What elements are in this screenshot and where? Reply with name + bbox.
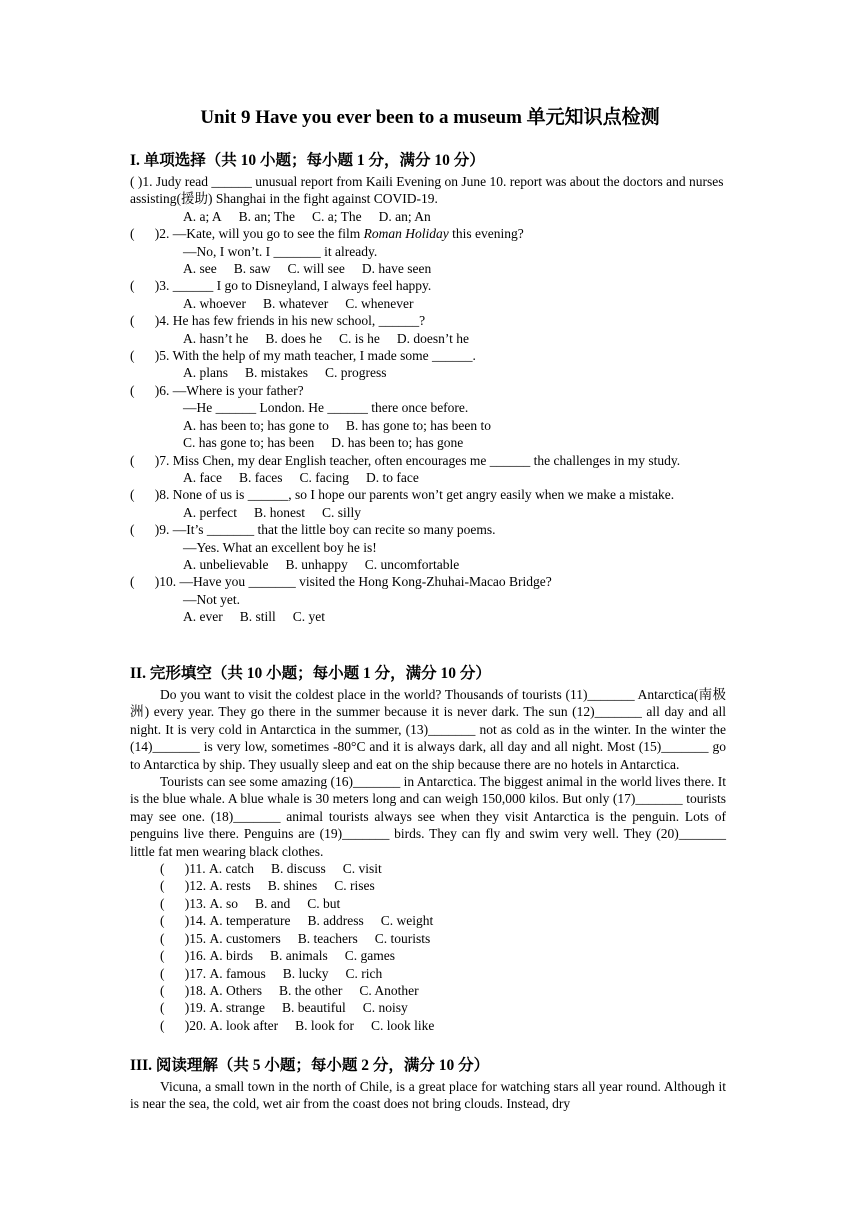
option: C. rich (345, 965, 383, 981)
question-2-stem-end: this evening? (448, 226, 524, 242)
question-6-options-row-2 (130, 434, 726, 451)
option: B. animals (270, 948, 328, 964)
item-number: ( )11. (160, 861, 206, 877)
option: D. to face (365, 469, 419, 485)
item-number: ( )17. (160, 965, 207, 981)
question-1-options (130, 208, 726, 225)
cloze-item (130, 860, 726, 877)
cloze-paragraph-1: Do you want to visit the coldest place in the world? Thousands of tourists (11)_______ Antarctica(南极洲) every year. They go there in the summer because it is never dark. The sun (12)_______ all day and all night. It is very cold in Antarctica in the summer, (13)_______ not as cold as in the winter. In the winter the (14)_______ is very low, sometimes -80°C and it is always dark, all day and all night. Most (15)_______ go to Antarctica by ship. They usually sleep and eat on the ship because there are no hotels in Antarctica. (130, 687, 726, 772)
question-7-options (130, 469, 726, 486)
option: A. plans (183, 365, 228, 381)
option: D. an; An (378, 208, 431, 224)
multiple-choice-questions (130, 173, 726, 626)
question-3-stem: ( )3. ______ I go to Disneyland, I always feel happy. (130, 278, 432, 294)
question-3-options (130, 295, 726, 312)
item-number: ( )16. (160, 948, 207, 964)
option: B. whatever (262, 295, 329, 311)
option: B. honest (253, 504, 305, 520)
option: A. a; A (183, 208, 222, 224)
option: A. customers (209, 930, 281, 946)
option: B. still (239, 609, 276, 625)
question-6-stem: ( )6. —Where is your father? (130, 382, 304, 398)
film-title: Roman Holiday (363, 226, 449, 242)
cloze-item (130, 912, 726, 929)
item-number: ( )20. (160, 1017, 207, 1033)
option: C. uncomfortable (364, 556, 460, 572)
option: C. silly (321, 504, 361, 520)
option: B. teachers (297, 930, 358, 946)
option: A. strange (209, 1000, 265, 1016)
question-9-options (130, 556, 726, 573)
option: C. look like (370, 1017, 435, 1033)
option: B. faces (238, 469, 283, 485)
reading-paragraph-1: Vicuna, a small town in the north of Chile, is a great place for watching stars all year round. Although it is near the sea, the cold, wet air from the coast does not bring clouds. Instead, dry (130, 1079, 726, 1112)
option: D. have seen (361, 261, 432, 277)
option: B. unhappy (285, 556, 348, 572)
option: C. tourists (374, 930, 431, 946)
item-number: ( )14. (160, 913, 207, 929)
option: B. shines (267, 878, 318, 894)
item-number: ( )15. (160, 930, 207, 946)
question-9-reply: —Yes. What an excellent boy he is! (183, 539, 377, 555)
question-9-stem: ( )9. —It’s _______ that the little boy can recite so many poems. (130, 522, 496, 538)
option: A. see (183, 261, 217, 277)
question-2-options (130, 260, 726, 277)
option: C. a; The (312, 208, 362, 224)
option: C. facing (299, 469, 349, 485)
option: B. discuss (270, 861, 326, 877)
option: C. visit (342, 861, 382, 877)
cloze-item (130, 947, 726, 964)
option: C. whenever (345, 295, 414, 311)
question-7-stem: ( )7. Miss Chen, my dear English teacher, often encourages me ______ the challenges in my study. (130, 452, 681, 468)
cloze-item (130, 1017, 726, 1034)
reading-passage (130, 1078, 726, 1113)
question-2-reply: —No, I won’t. I _______ it already. (183, 243, 378, 259)
option: C. Another (359, 982, 419, 998)
option: A. has been to; has gone to (183, 417, 329, 433)
question-10-options (130, 608, 726, 625)
cloze-item (130, 982, 726, 999)
question-4-stem: ( )4. He has few friends in his new school, ______? (130, 313, 426, 329)
question-8-options (130, 504, 726, 521)
option: A. birds (209, 948, 253, 964)
item-number: ( )18. (160, 982, 207, 998)
question-10-stem: ( )10. —Have you _______ visited the Hong Kong-Zhuhai-Macao Bridge? (130, 574, 552, 590)
option: B. the other (279, 982, 343, 998)
option: C. rises (334, 878, 375, 894)
cloze-item (130, 965, 726, 982)
option: C. noisy (362, 1000, 408, 1016)
option: B. look for (295, 1017, 354, 1033)
question-5-options (130, 364, 726, 381)
option: A. rests (209, 878, 251, 894)
option: A. temperature (209, 913, 291, 929)
question-8-stem: ( )8. None of us is ______, so I hope our parents won’t get angry easily when we make a mistake. (130, 487, 675, 503)
option: A. look after (209, 1017, 279, 1033)
item-number: ( )12. (160, 878, 207, 894)
option: B. address (307, 913, 364, 929)
cloze-item (130, 999, 726, 1016)
question-2-stem (130, 225, 726, 242)
option: C. but (307, 895, 341, 911)
option: B. saw (233, 261, 271, 277)
option: A. catch (209, 861, 254, 877)
option: A. unbelievable (183, 556, 269, 572)
option: D. has been to; has gone (331, 435, 464, 451)
option: B. does he (265, 330, 322, 346)
option: D. doesn’t he (396, 330, 470, 346)
option: B. mistakes (245, 365, 308, 381)
item-number: ( )13. (160, 895, 207, 911)
option: C. games (344, 948, 395, 964)
cloze-item (130, 877, 726, 894)
option: C. progress (325, 365, 387, 381)
option: A. Others (209, 982, 262, 998)
question-10-reply: —Not yet. (183, 591, 240, 607)
item-number: ( )19. (160, 1000, 207, 1016)
option: C. has gone to; has been (183, 435, 315, 451)
section-heading-reading: III. 阅读理解（共 5 小题；每小题 2 分，满分 10 分） (130, 1057, 490, 1074)
option: B. and (255, 895, 291, 911)
question-1-stem: ( )1. Judy read ______ unusual report from Kaili Evening on June 10. report was about the doctors and nurses assisting(援助) Shanghai in the fight against COVID-19. (130, 174, 724, 207)
question-6-options-row-1 (130, 417, 726, 434)
option: C. will see (287, 261, 345, 277)
option: A. whoever (183, 295, 246, 311)
option: A. so (209, 895, 239, 911)
option: C. yet (292, 609, 325, 625)
question-2-stem-text: ( )2. —Kate, will you go to see the film (130, 226, 364, 242)
section-heading-multiple-choice: I. 单项选择（共 10 小题；每小题 1 分，满分 10 分） (130, 152, 485, 169)
option: A. hasn’t he (183, 330, 249, 346)
option: B. an; The (238, 208, 295, 224)
option: C. is he (339, 330, 380, 346)
option: A. face (183, 469, 222, 485)
option: A. perfect (183, 504, 237, 520)
option: B. has gone to; has been to (345, 417, 491, 433)
option: B. lucky (282, 965, 329, 981)
cloze-item (130, 895, 726, 912)
option: A. famous (209, 965, 266, 981)
question-5-stem: ( )5. With the help of my math teacher, I made some ______. (130, 348, 476, 364)
cloze-paragraph-2: Tourists can see some amazing (16)_______ in Antarctica. The biggest animal in the world lives there. It is the blue whale. A blue whale is 30 meters long and can weigh 150,000 kilos. But only (17)_______ tourists may see one. (18)_______ animal tourists always see when they visit Antarctica is the penguin. Lots of penguins live there. Penguins are (19)_______ birds. They can fly and swim very well. They (20)_______ little fat men wearing black clothes. (130, 774, 726, 859)
cloze-passage (130, 686, 726, 1034)
option: C. weight (380, 913, 434, 929)
page-title: Unit 9 Have you ever been to a museum 单元知识点检测 (200, 107, 660, 128)
section-heading-cloze: II. 完形填空（共 10 小题；每小题 1 分，满分 10 分） (130, 665, 491, 682)
question-6-reply: —He ______ London. He ______ there once before. (183, 400, 469, 416)
option: B. beautiful (281, 1000, 346, 1016)
option: A. ever (183, 609, 223, 625)
cloze-item (130, 930, 726, 947)
question-4-options (130, 330, 726, 347)
